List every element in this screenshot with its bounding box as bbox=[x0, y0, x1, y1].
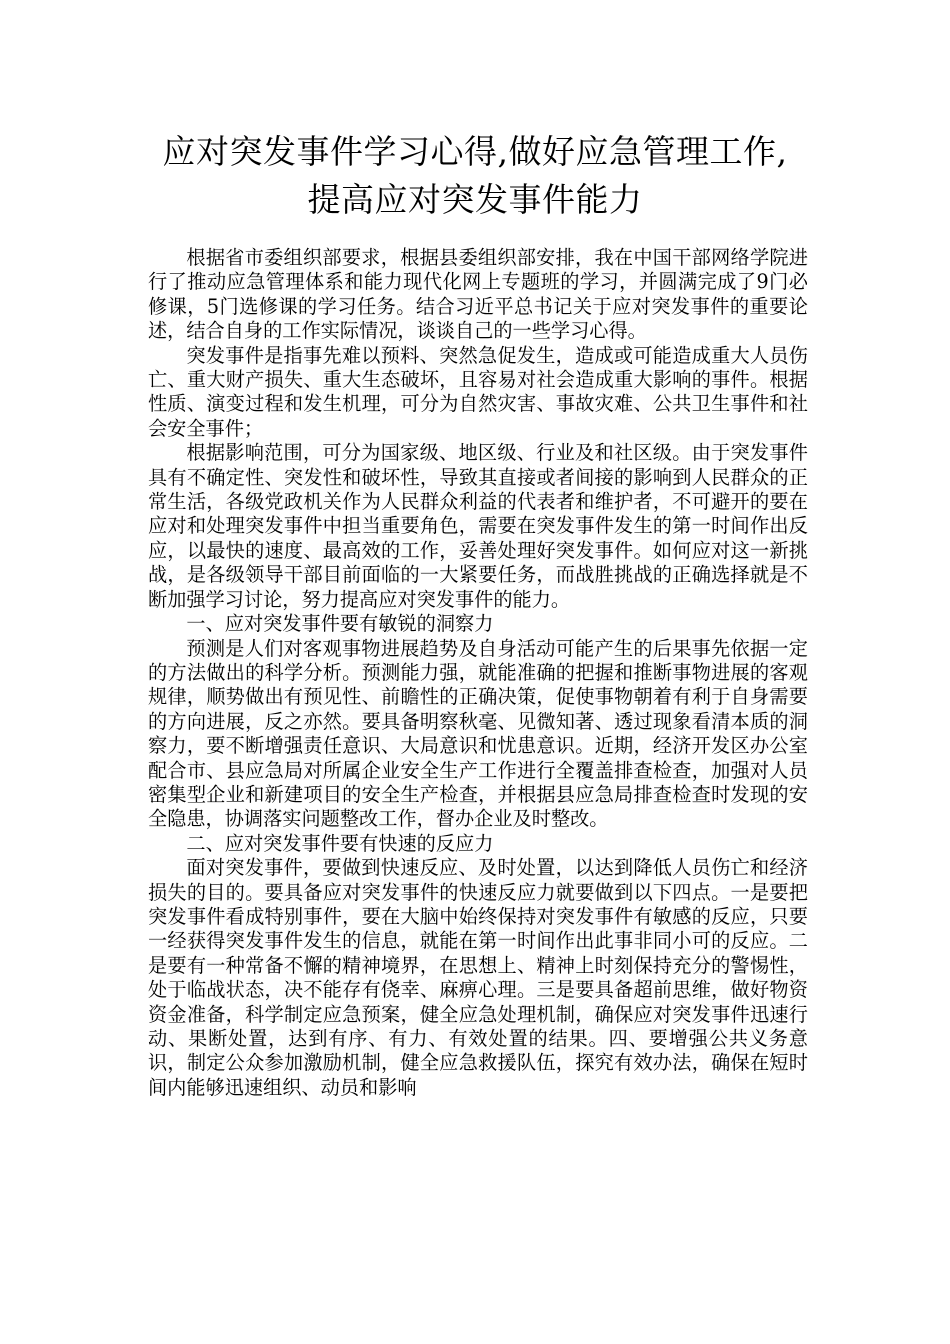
paragraph-insight: 预测是人们对客观事物进展趋势及自身活动可能产生的后果事先依据一定的方法做出的科学分析。预测能力强，就能准确的把握和推断事物进展的客观规律，顺势做出有预见性、前瞻性的正确决策，促使事物朝着有利于自身需要的方向进展，反之亦然。要具备明察秋毫、见微知著、透过现象看清本质的洞察力，要不断增强责任意识、大局意识和忧患意识。近期，经济开发区办公室配合市、县应急局对所属企业安全生产工作进行全覆盖排查检查，加强对人员密集型企业和新建项目的安全生产检查，并根据县应急局排查检查时发现的安全隐患，协调落实问题整改工作，督办企业及时整改。 bbox=[148, 636, 808, 831]
paragraph-response: 面对突发事件，要做到快速反应、及时处置，以达到降低人员伤亡和经济损失的目的。要具备应对突发事件的快速反应力就要做到以下四点。一是要把突发事件看成特别事件，要在大脑中始终保持对突发事件有敏感的反应，只要一经获得突发事件发生的信息，就能在第一时间作出此事非同小可的反应。二是要有一种常备不懈的精神境界，在思想上、精神上时刻保持充分的警惕性，处于临战状态，决不能存有侥幸、麻痹心理。三是要具备超前思维，做好物资资金准备，科学制定应急预案，健全应急处理机制，确保应对突发事件迅速行动、果断处置，达到有序、有力、有效处置的结果。四、要增强公共义务意识，制定公众参加激励机制，健全应急救援队伍，探究有效办法，确保在短时间内能够迅速组织、动员和影响 bbox=[148, 856, 808, 1099]
paragraph-scope: 根据影响范围，可分为国家级、地区级、行业及和社区级。由于突发事件具有不确定性、突发性和破坏性，导致其直接或者间接的影响到人民群众的正常生活，各级党政机关作为人民群众利益的代表者和维护者，不可避开的要在应对和处理突发事件中担当重要角色，需要在突发事件发生的第一时间作出反应，以最快的速度、最高效的工作，妥善处理好突发事件。如何应对这一新挑战，是各级领导干部目前面临的一大紧要任务，而战胜挑战的正确选择就是不断加强学习讨论，努力提高应对突发事件的能力。 bbox=[148, 441, 808, 611]
paragraph-definition: 突发事件是指事先难以预料、突然急促发生，造成或可能造成重大人员伤亡、重大财产损失、重大生态破坏，且容易对社会造成重大影响的事件。根据性质、演变过程和发生机理，可分为自然灾害、事故灾难、公共卫生事件和社会安全事件； bbox=[148, 343, 808, 440]
section-heading-1: 一、应对突发事件要有敏锐的洞察力 bbox=[186, 612, 494, 636]
section-heading-2: 二、应对突发事件要有快速的反应力 bbox=[186, 831, 494, 855]
document-title bbox=[120, 128, 830, 224]
title-line-1: 应对突发事件学习心得,做好应急管理工作, bbox=[162, 132, 788, 171]
paragraph-intro: 根据省市委组织部要求，根据县委组织部安排，我在中国干部网络学院进行了推动应急管理体系和能力现代化网上专题班的学习，并圆满完成了9门必修课，5门选修课的学习任务。结合习近平总书记关于应对突发事件的重要论述，结合自身的工作实际情况，谈谈自己的一些学习心得。 bbox=[148, 246, 808, 343]
document-body bbox=[148, 246, 808, 1100]
title-line-2: 提高应对突发事件能力 bbox=[307, 180, 643, 219]
